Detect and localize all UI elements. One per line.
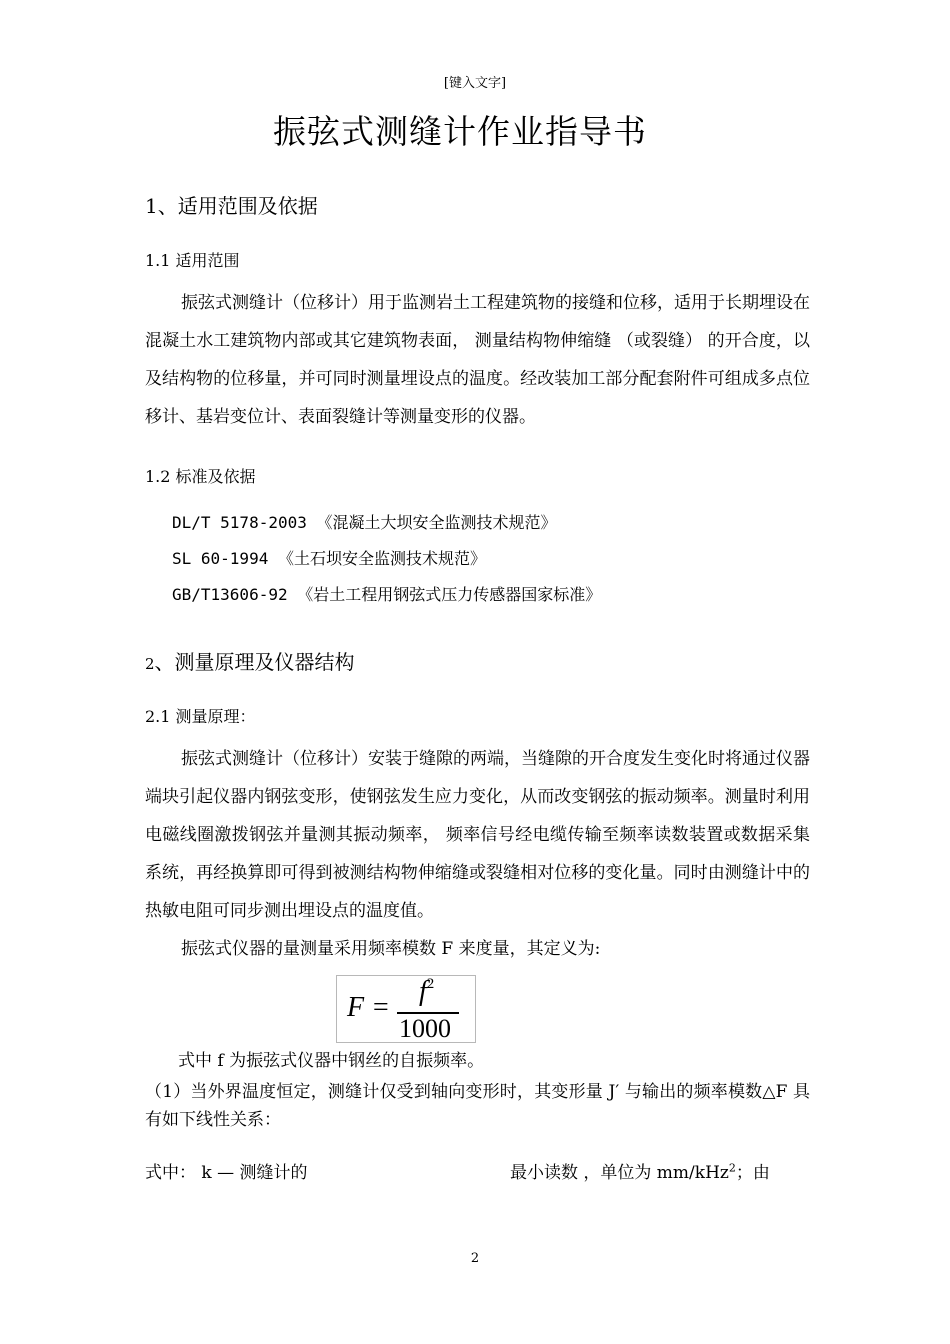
section-2-1-heading: 2.1 测量原理： [145,707,256,726]
paragraph-text: （1）当外界温度恒定，测缝计仅受到轴向变形时，其变形量 J′ 与输出的频率模数△F 具有如下线性关系： [145,1082,810,1130]
section-2-title: 、测量原理及仪器结构 [154,650,355,674]
section-1-2-heading: 1.2 标准及依据 [145,467,256,486]
page-header: [键入文字] [443,76,507,91]
formula-numerator [419,976,434,1008]
document-title: 振弦式测缝计作业指导书 [273,112,647,151]
formula-f: f [419,976,427,1007]
standard-item [172,546,486,569]
where-unit-exponent: 2 [728,1161,736,1175]
formula-exponent: 2 [426,976,435,992]
paragraph-text: 振弦式测缝计（位移计）安装于缝隙的两端，当缝隙的开合度发生变化时将通过仪器端块引起仪器内钢弦变形，使钢弦发生应力变化，从而改变钢弦的振动频率。测量时利用电磁线圈激拨钢弦并量测其振动频率， 频率信号经电缆传输至频率读数装置或数据采集系统，再经换算即可得到被测结构物伸缩缝或裂缝相对位移的变化量。同时由测缝计中的热敏电阻可同步测出埋设点的温度值。 [145,749,810,921]
standard-name: 《混凝土大坝安全监测技术规范》 [316,513,557,532]
formula-denominator: 1000 [399,1014,451,1043]
section-2-1-paragraph [145,740,810,968]
section-1-1-heading: 1.1 适用范围 [145,251,240,270]
section-1-heading: 1、适用范围及依据 [145,194,318,218]
section-2-heading [145,646,355,675]
formula-lhs: F = [347,992,390,1023]
item-1-paragraph [145,1078,810,1134]
frequency-modulus-formula [336,975,476,1043]
paragraph-text: 振弦式仪器的量测量采用频率模数 F 来度量，其定义为: [181,939,601,959]
standard-item [172,582,601,605]
section-1-1-paragraph [145,284,810,436]
standard-name: 《土石坝安全监测技术规范》 [277,549,486,568]
paragraph-text: 振弦式测缝计（位移计）用于监测岩土工程建筑物的接缝和位移，适用于长期埋设在混凝土水工建筑物内部或其它建筑物表面， 测量结构物伸缩缝 （或裂缝） 的开合度，以及结构物的位移量，并可同时测量埋设点的温度。经改装加工部分配套附件可组成多点位移计、基岩变位计、表面裂缝计等测量变形的仪器。 [145,293,810,427]
standard-item [172,510,557,533]
standard-name: 《岩土工程用钢弦式压力传感器国家标准》 [297,585,602,604]
section-2-number: 2 [145,655,155,673]
standard-code: DL/T 5178-2003 [172,513,317,532]
where-clause-end [510,1158,770,1183]
standard-code: GB/T13606-92 [172,585,298,604]
page-number: 2 [470,1251,480,1266]
where-tail: ；由 [735,1163,770,1183]
where-clause-start: 式中： k — 测缝计的 [145,1163,308,1183]
where-unit-text: 最小读数 ，单位为 mm/kHz [510,1163,729,1183]
formula-note: 式中 f 为振弦式仪器中钢丝的自振频率。 [178,1051,485,1071]
standard-code: SL 60-1994 [172,549,278,568]
